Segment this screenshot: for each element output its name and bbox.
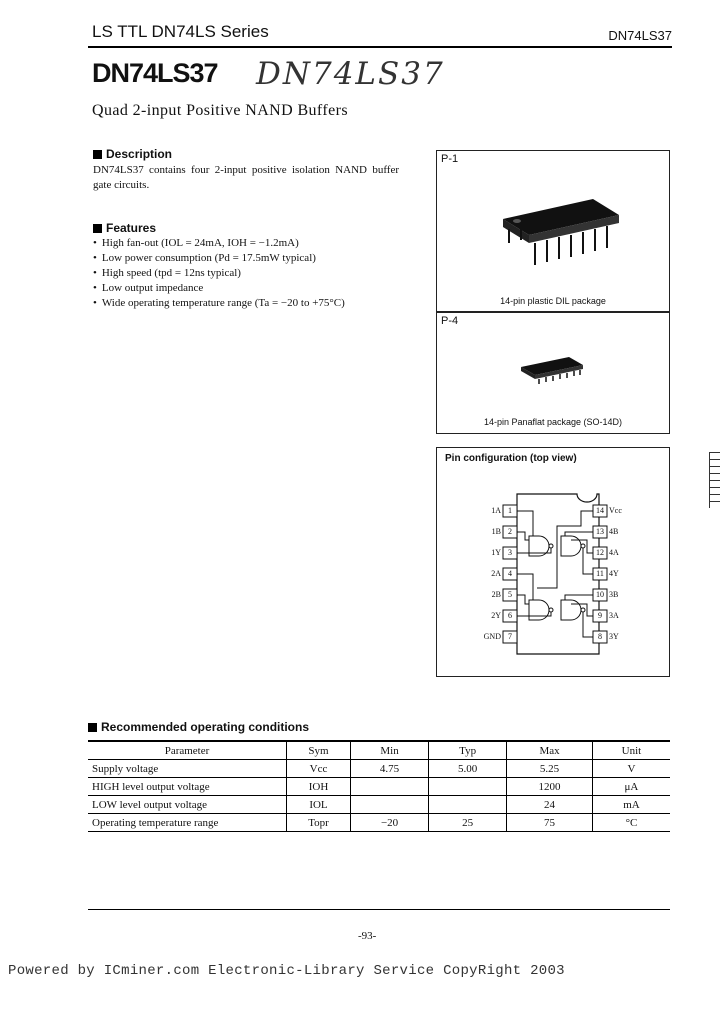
package-dil-label: P-1 xyxy=(441,153,459,165)
pin-number: 12 xyxy=(596,548,604,557)
table-cell: Topr xyxy=(287,814,351,832)
pin-number: 11 xyxy=(596,569,604,578)
table-cell: μA xyxy=(592,778,670,796)
section-square-icon xyxy=(93,224,102,233)
table-cell: °C xyxy=(592,814,670,832)
device-subtitle: Quad 2-input Positive NAND Buffers xyxy=(92,102,348,119)
feature-item: • High speed (tpd = 12ns typical) xyxy=(93,266,413,281)
pin-config-diagram xyxy=(437,448,669,676)
feature-item: • Low output impedance xyxy=(93,281,413,296)
pin-name: 3B xyxy=(609,590,619,599)
conditions-heading: Recommended operating conditions xyxy=(88,720,309,734)
package-dil-caption: 14-pin plastic DIL package xyxy=(500,296,606,306)
pin-name: 4Y xyxy=(609,569,619,578)
pin-number: 1 xyxy=(508,506,512,515)
header-rule xyxy=(88,46,672,48)
package-flat-label: P-4 xyxy=(441,315,459,327)
table-cell: 24 xyxy=(507,796,593,814)
table-cell: LOW level output voltage xyxy=(88,796,287,814)
pin-number: 3 xyxy=(508,548,512,557)
conditions-table xyxy=(88,740,670,832)
dil-package-icon xyxy=(497,191,627,276)
feature-item: • High fan-out (IOL = 24mA, IOH = −1.2mA) xyxy=(93,236,413,251)
pin-config-box xyxy=(436,447,670,677)
pin-name: 3A xyxy=(609,611,619,620)
pin-number: 9 xyxy=(598,611,602,620)
column-header: Parameter xyxy=(88,741,287,760)
pin-number: 7 xyxy=(508,632,512,641)
table-cell xyxy=(429,796,507,814)
column-header: Max xyxy=(507,741,593,760)
footer-rule xyxy=(88,909,670,910)
column-header: Min xyxy=(351,741,429,760)
footer-copyright: Powered by ICminer.com Electronic-Library Service CopyRight 2003 xyxy=(8,963,565,979)
pin-name: 2A xyxy=(491,569,501,578)
table-cell xyxy=(429,778,507,796)
column-header: Unit xyxy=(592,741,670,760)
table-row xyxy=(88,814,670,832)
table-cell: V xyxy=(592,760,670,778)
package-flat-caption: 14-pin Panaflat package (SO-14D) xyxy=(483,417,623,427)
pin-number: 13 xyxy=(596,527,604,536)
column-header: Sym xyxy=(287,741,351,760)
table-cell: 25 xyxy=(429,814,507,832)
package-flat-box xyxy=(436,312,670,434)
pin-number: 14 xyxy=(596,506,604,515)
features-heading: Features xyxy=(93,221,156,235)
part-number-title: DN74LS37 xyxy=(92,58,218,88)
package-dil-box xyxy=(436,150,670,312)
flat-package-icon xyxy=(517,353,587,388)
table-cell: 1200 xyxy=(507,778,593,796)
table-cell: IOH xyxy=(287,778,351,796)
pin-number: 10 xyxy=(596,590,604,599)
table-cell xyxy=(351,778,429,796)
handwritten-annotation: DN74LS37 xyxy=(256,56,445,92)
pin-name: 1Y xyxy=(491,548,501,557)
feature-item: • Wide operating temperature range (Ta = −20 to +75°C) xyxy=(93,296,413,311)
pin-name: Vcc xyxy=(609,506,622,515)
pin-name: 1B xyxy=(491,527,501,536)
table-cell: 75 xyxy=(507,814,593,832)
features-list xyxy=(93,236,413,311)
pin-number: 6 xyxy=(508,611,512,620)
pin-name: 2B xyxy=(491,590,501,599)
header-part-number: DN74LS37 xyxy=(608,28,672,43)
index-tabs xyxy=(709,452,720,508)
pin-number: 4 xyxy=(508,569,512,578)
pin-name: 4B xyxy=(609,527,619,536)
table-row xyxy=(88,796,670,814)
table-cell: Vcc xyxy=(287,760,351,778)
table-cell: mA xyxy=(592,796,670,814)
table-cell xyxy=(351,796,429,814)
table-row xyxy=(88,778,670,796)
section-square-icon xyxy=(88,723,97,732)
pin-number: 5 xyxy=(508,590,512,599)
pin-name: 3Y xyxy=(609,632,619,641)
pin-number: 2 xyxy=(508,527,512,536)
table-cell: Operating temperature range xyxy=(88,814,287,832)
section-square-icon xyxy=(93,150,102,159)
description-text: DN74LS37 contains four 2-input positive isolation NAND buffer gate circuits. xyxy=(93,164,399,191)
table-cell: 5.00 xyxy=(429,760,507,778)
table-row xyxy=(88,760,670,778)
table-cell: −20 xyxy=(351,814,429,832)
table-cell: HIGH level output voltage xyxy=(88,778,287,796)
feature-item: • Low power consumption (Pd = 17.5mW typical) xyxy=(93,251,413,266)
pin-name: 2Y xyxy=(491,611,501,620)
table-cell: 4.75 xyxy=(351,760,429,778)
pin-name: 4A xyxy=(609,548,619,557)
page-number: -93- xyxy=(358,930,377,942)
table-cell: Supply voltage xyxy=(88,760,287,778)
pin-config-heading: Pin configuration (top view) xyxy=(445,453,577,464)
table-header-row xyxy=(88,741,670,760)
pin-number: 8 xyxy=(598,632,602,641)
description-heading: Description xyxy=(93,147,172,161)
pin-name: 1A xyxy=(491,506,501,515)
pin-name: GND xyxy=(483,632,501,641)
table-cell: 5.25 xyxy=(507,760,593,778)
table-cell: IOL xyxy=(287,796,351,814)
series-title: LS TTL DN74LS Series xyxy=(92,22,269,41)
column-header: Typ xyxy=(429,741,507,760)
